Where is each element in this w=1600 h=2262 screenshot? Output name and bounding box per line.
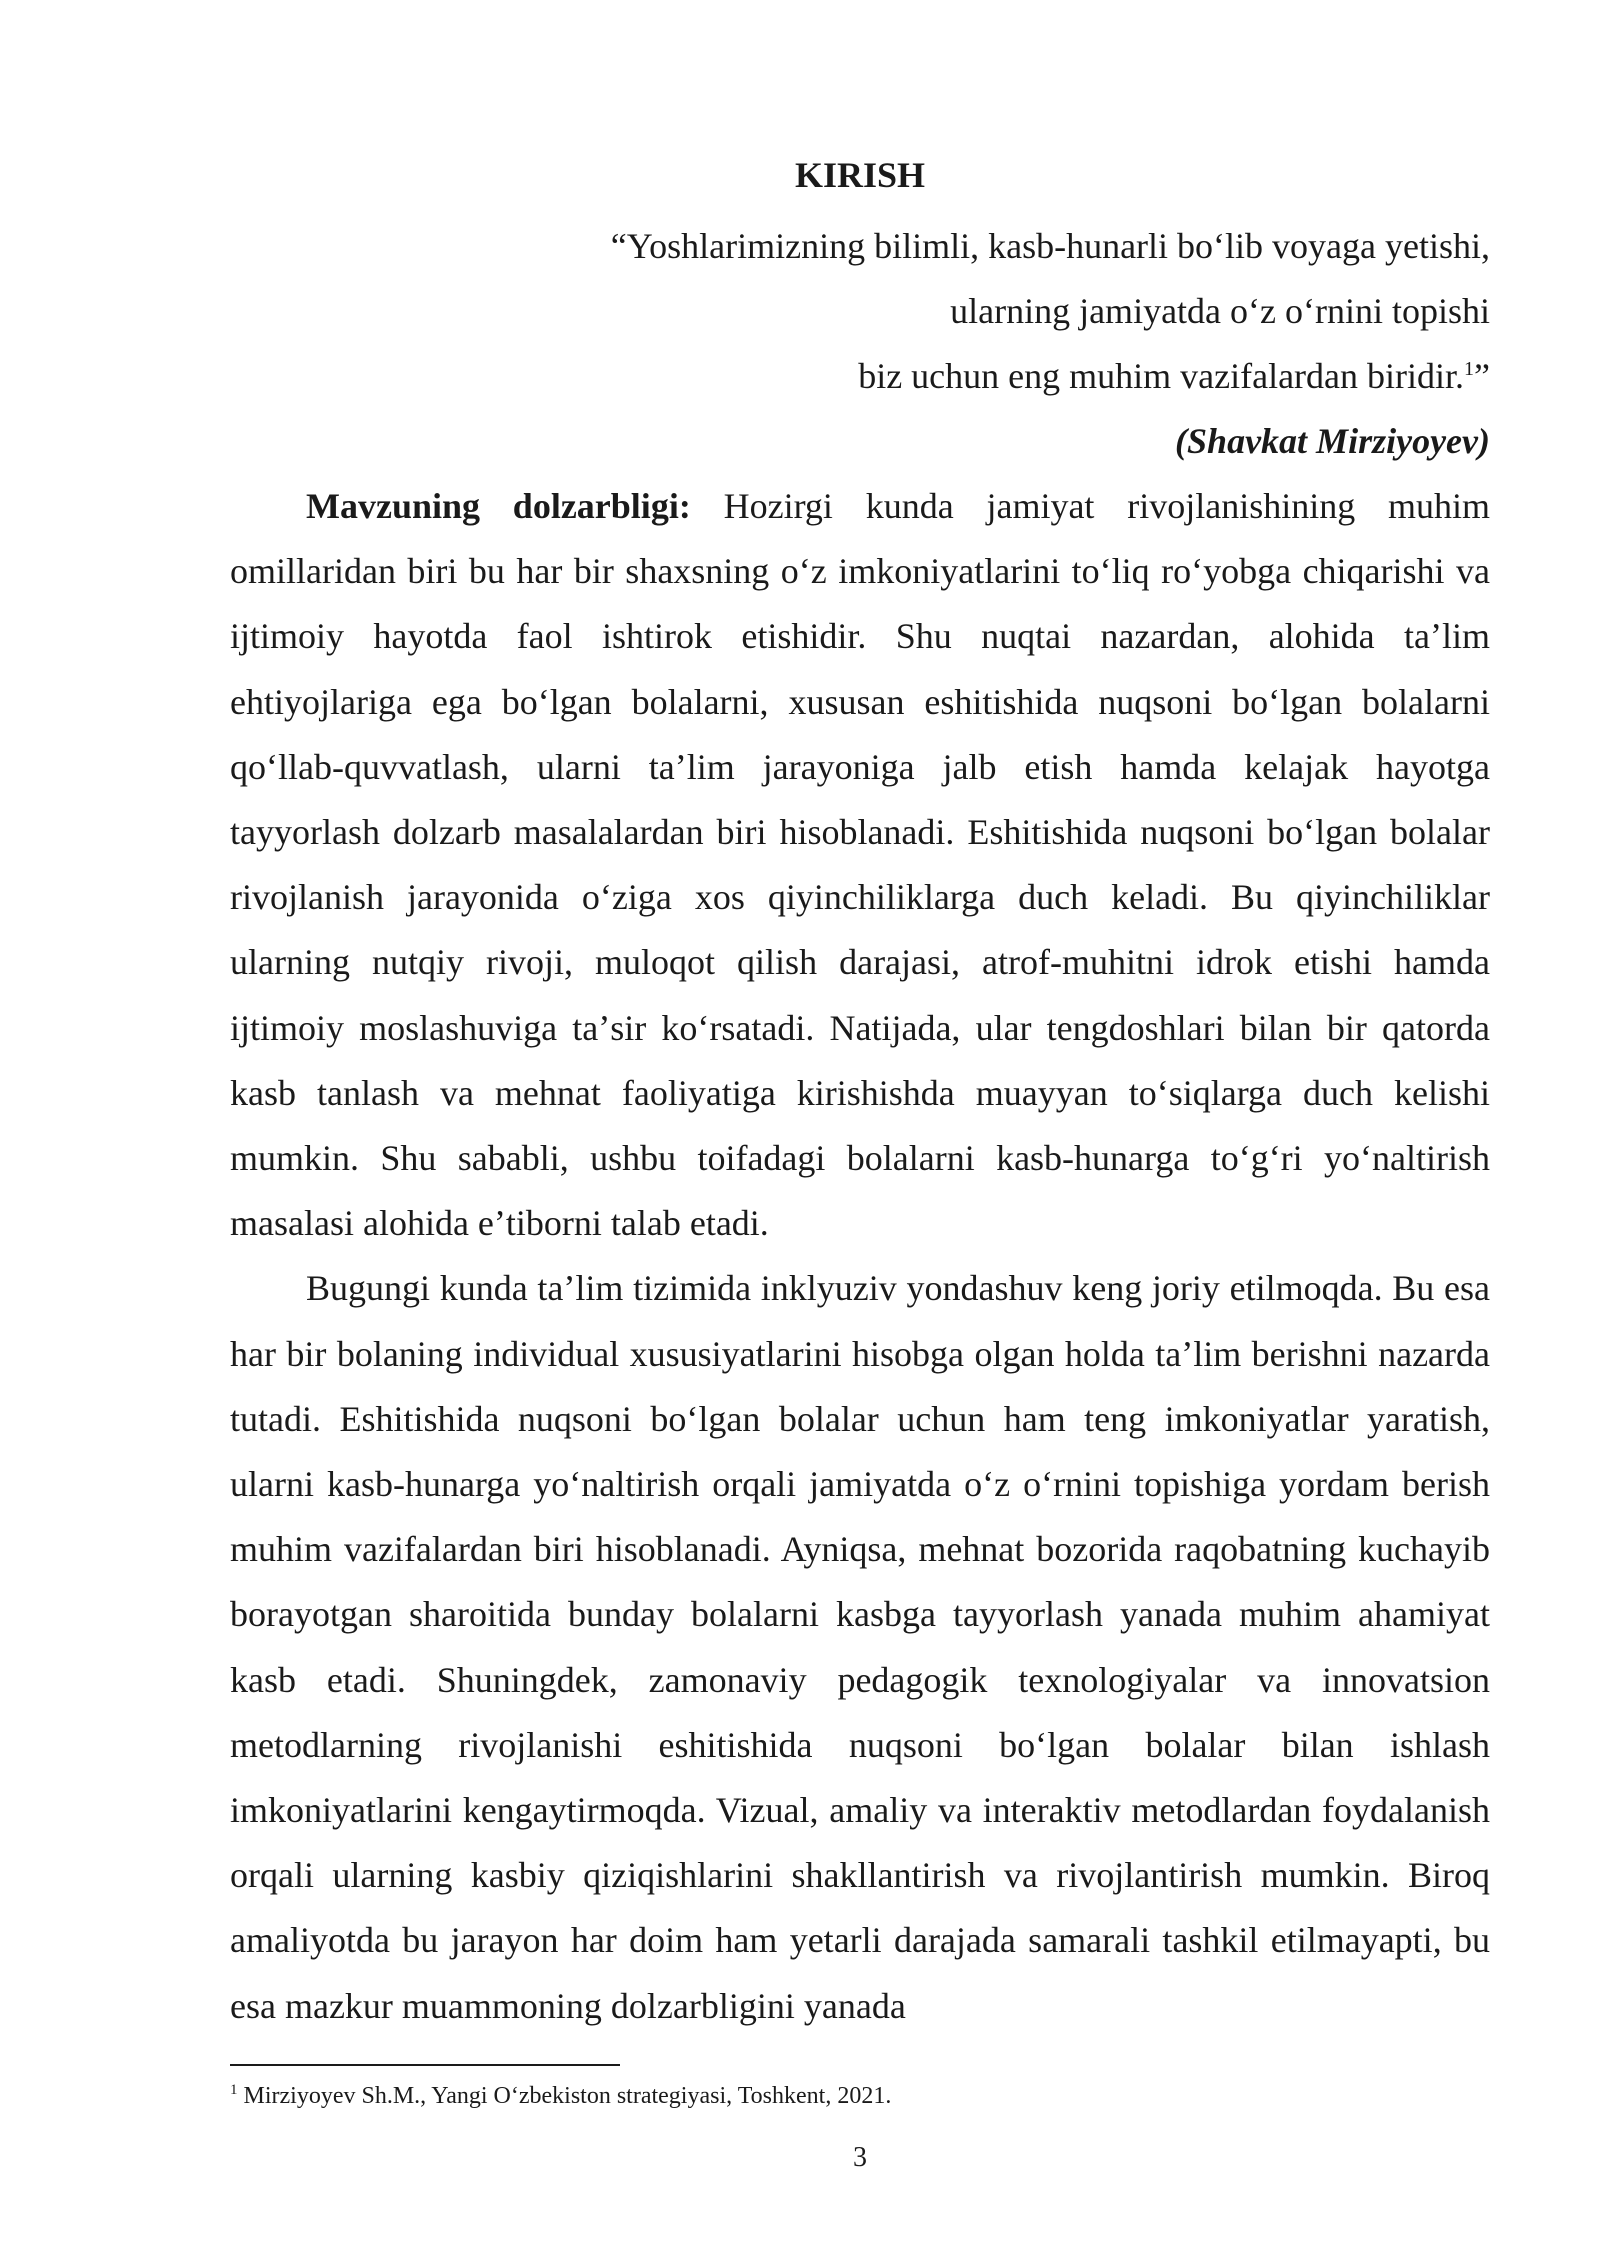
- paragraph-lead: Mavzuning dolzarbligi:: [306, 486, 691, 526]
- epigraph-line-1: “Yoshlarimizning bilimli, kasb-hunarli boʻlib voyaga yetishi,: [610, 226, 1490, 266]
- footnote: [230, 2080, 891, 2112]
- paragraph-relevance: [230, 474, 1490, 1256]
- footnote-reference: 1: [1464, 358, 1475, 380]
- paragraph-inclusive: Bugungi kunda taʼlim tizimida inklyuziv yondashuv keng joriy etilmoqda. Bu esa har bir bolaning individual xususiyatlarini hisobga olgan holda taʼlim berishni nazarda tutadi. Eshitishida nuqsoni boʻlgan bolalar uchun ham teng imkoniyatlar yaratish, ularni kasb-hunarga yoʻnaltirish orqali jamiyatda oʻz oʻrnini topishiga yordam berish muhim vazifalardan biri hisoblanadi. Ayniqsa, mehnat bozorida raqobatning kuchayib borayotgan sharoitida bunday bolalarni kasbga tayyorlash yanada muhim ahamiyat kasb etadi. Shuningdek, zamonaviy pedagogik texnologiyalar va innovatsion metodlarning rivojlanishi eshitishida nuqsoni boʻlgan bolalar bilan ishlash imkoniyatlarini kengaytirmoqda. Vizual, amaliy va interaktiv metodlardan foydalanish orqali ularning kasbiy qiziqishlarini shakllantirish va rivojlantirish mumkin. Biroq amaliyotda bu jarayon har doim ham yetarli darajada samarali tashkil etilmayapti, bu esa mazkur muammoning dolzarbligini yanada: [230, 1268, 1490, 2026]
- closing-quote: ”: [1474, 356, 1490, 396]
- footnote-marker: 1: [230, 2082, 238, 2098]
- footnote-text: Mirziyoyev Sh.M., Yangi Oʻzbekiston strategiyasi, Toshkent, 2021.: [243, 2083, 892, 2109]
- page-number: 3: [853, 2142, 867, 2173]
- paragraph-relevance-text: Hozirgi kunda jamiyat rivojlanishining muhim omillaridan biri bu har bir shaxsning oʻz imkoniyatlarini toʻliq roʻyobga chiqarishi va ijtimoiy hayotda faol ishtirok etishidir. Shu nuqtai nazardan, alohida taʼlim ehtiyojlariga ega boʻlgan bolalarni, xususan eshitishida nuqsoni boʻlgan bolalarni qoʻllab-quvvatlash, ularni taʼlim jarayoniga jalb etish hamda kelajak hayotga tayyorlash dolzarb masalalardan biri hisoblanadi. Eshitishida nuqsoni boʻlgan bolalar rivojlanish jarayonida oʻziga xos qiyinchiliklarga duch keladi. Bu qiyinchiliklar ularning nutqiy rivoji, muloqot qilish darajasi, atrof-muhitni idrok etishi hamda ijtimoiy moslashuviga taʼsir koʻrsatadi. Natijada, ular tengdoshlari bilan bir qatorda kasb tanlash va mehnat faoliyatiga kirishishda muayyan toʻsiqlarga duch kelishi mumkin. Shu sababli, ushbu toifadagi bolalarni kasb-hunarga toʻgʻri yoʻnaltirish masalasi alohida eʼtiborni talab etadi.: [230, 486, 1491, 1244]
- epigraph-line-3: [230, 344, 1490, 409]
- footnote-divider: [230, 2064, 620, 2066]
- page-title: KIRISH: [794, 155, 926, 195]
- epigraph-author: (Shavkat Mirziyoyev): [1175, 421, 1490, 461]
- epigraph-line-3-text: biz uchun eng muhim vazifalardan biridir.: [858, 356, 1465, 396]
- epigraph-line-2: ularning jamiyatda oʻz oʻrnini topishi: [950, 291, 1490, 331]
- epigraph: [230, 214, 1490, 409]
- document-page: [230, 150, 1490, 2039]
